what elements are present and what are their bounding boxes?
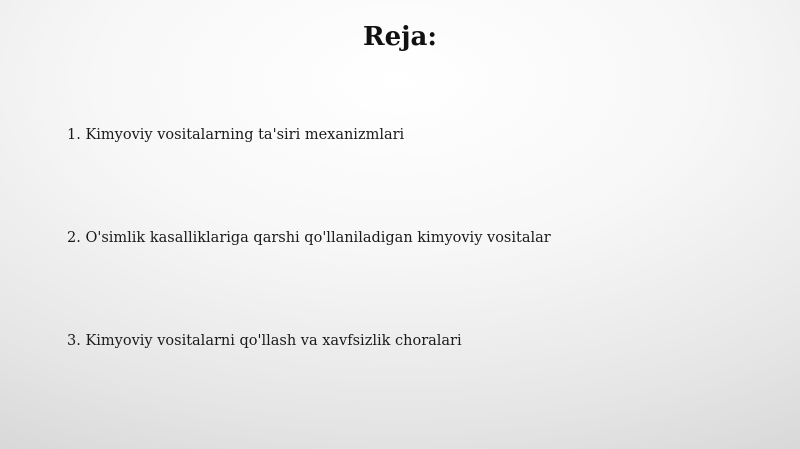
plan-item-3: 3. Kimyoviy vositalarni qo'llash va xavfsizlik choralari — [67, 333, 462, 349]
plan-item-1: 1. Kimyoviy vositalarning ta'siri mexanizmlari — [67, 127, 405, 143]
slide-title: Reja: — [362, 22, 437, 52]
plan-item-2: 2. O'simlik kasalliklariga qarshi qo'llaniladigan kimyoviy vositalar — [67, 230, 551, 246]
